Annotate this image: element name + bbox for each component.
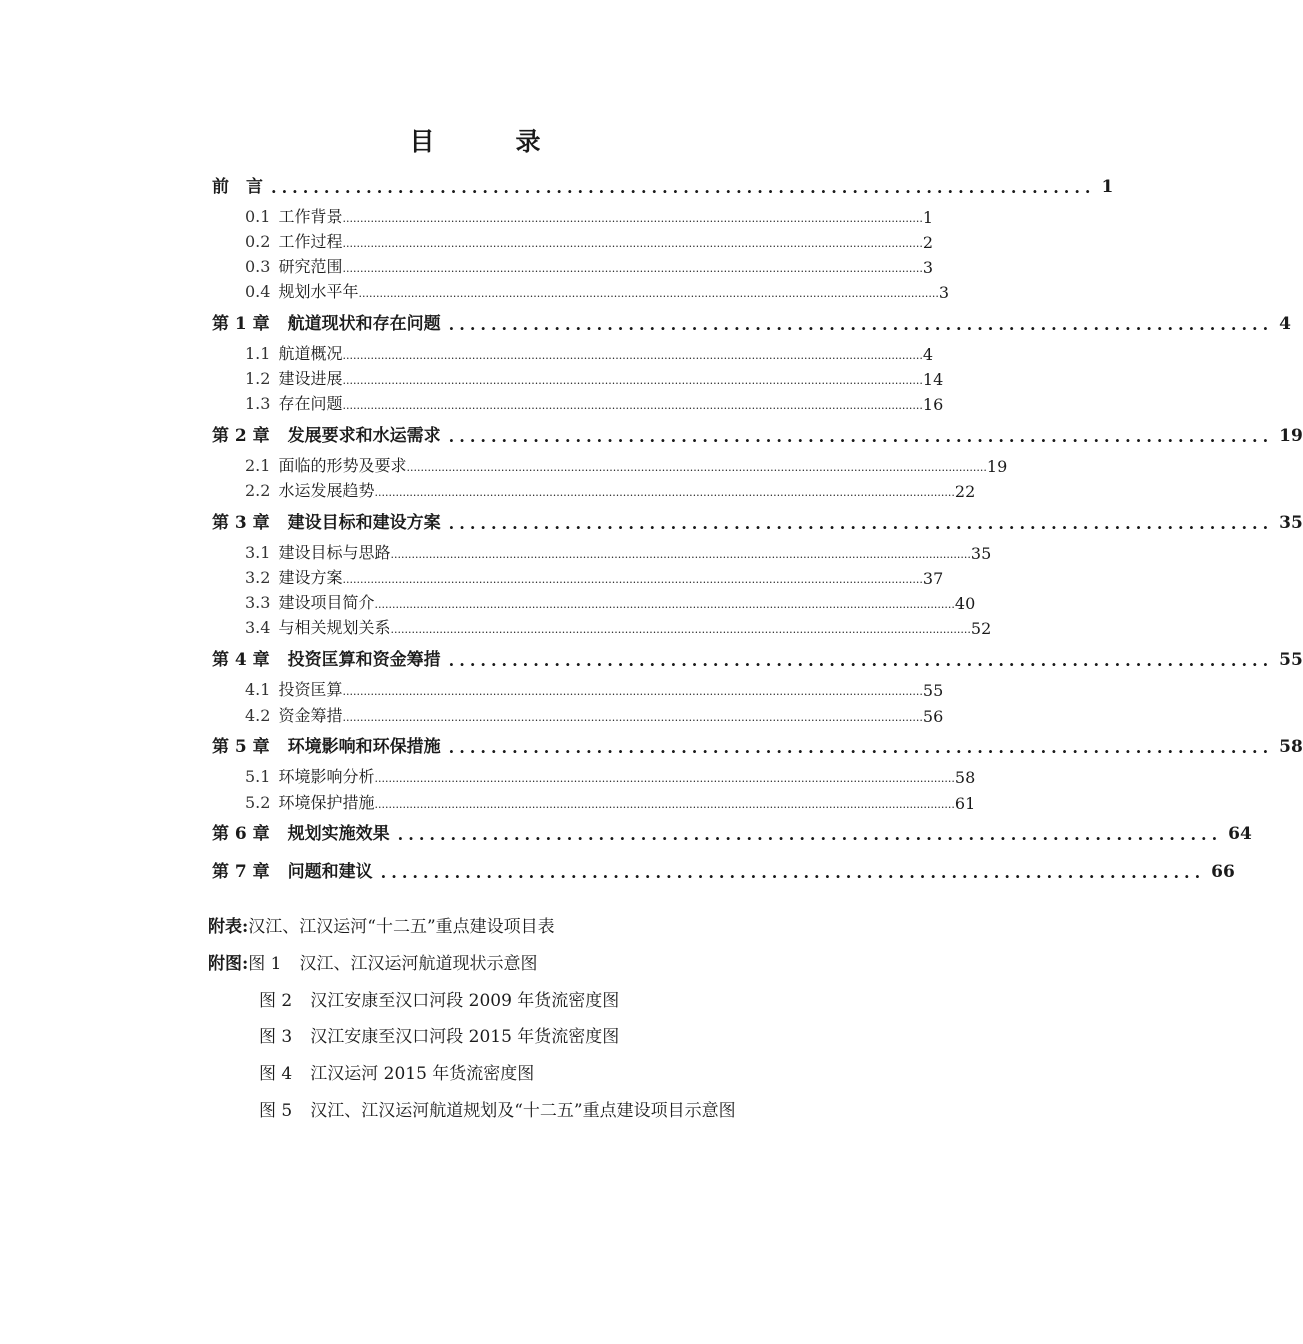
toc-entry-section[interactable] (245, 365, 944, 389)
toc-leader-dots: ...................................................................................................................................................................... (342, 573, 923, 586)
toc-entry-section[interactable] (245, 203, 934, 227)
appendix-table-entry[interactable] (208, 912, 555, 937)
toc-section-number: 0.1 (245, 207, 271, 226)
toc-leader-dots: ...................................................................................................................................................................... (342, 349, 923, 362)
toc-entry-chapter-7[interactable] (212, 856, 1235, 882)
toc-entry-section[interactable] (245, 702, 944, 726)
toc-leader-dots: ...................................................................................................................................................................... (342, 237, 923, 250)
appendix-table-text: 汉江、江汉运河“十二五”重点建设项目表 (248, 917, 555, 937)
toc-section-name: 存在问题 (278, 394, 343, 413)
toc-section-number: 0.3 (245, 257, 271, 276)
toc-page-number: 58 (954, 768, 976, 787)
toc-chapter-name: 建设目标和建设方案 (287, 513, 441, 533)
toc-leader-dots: ...................................................................................................................................................................... (390, 548, 971, 561)
toc-section-number: 4.2 (245, 706, 271, 725)
toc-section-name: 面临的形势及要求 (278, 456, 407, 475)
toc-leader-dots: ...................................................................................................................................................................... (374, 486, 955, 499)
toc-section-number: 4.1 (245, 680, 271, 699)
toc-section-name: 建设方案 (278, 568, 343, 587)
figure-title: 汉江、江汉运河航道现状示意图 (299, 954, 538, 974)
toc-page-number: 1 (1101, 177, 1114, 197)
toc-page-number: 35 (970, 544, 992, 563)
toc-page-number: 14 (922, 370, 944, 389)
toc-page-number: 3 (922, 258, 934, 277)
toc-section-name: 工作背景 (278, 207, 343, 226)
figure-label: 图 3 (259, 1027, 293, 1047)
appendix-figure-entry[interactable] (208, 949, 538, 974)
toc-page-number: 35 (1279, 513, 1303, 533)
toc-leader-dots: ...................................................................................................................................................................... (374, 598, 955, 611)
toc-page-number: 16 (922, 395, 944, 414)
toc-entry-section[interactable] (245, 539, 992, 563)
toc-chapter-label: 第 6 章 (212, 824, 270, 844)
figure-label: 图 4 (259, 1064, 293, 1084)
toc-section-name: 规划水平年 (278, 282, 359, 301)
toc-section-number: 0.2 (245, 232, 271, 251)
toc-entry-section[interactable] (245, 228, 934, 252)
toc-section-number: 1.2 (245, 369, 271, 388)
toc-page-number: 40 (954, 594, 976, 613)
toc-page-number: 22 (954, 482, 976, 501)
toc-section-name: 水运发展趋势 (278, 481, 375, 500)
toc-chapter-name: 问题和建议 (287, 862, 373, 882)
toc-section-name: 研究范围 (278, 257, 343, 276)
toc-chapter-label: 第 1 章 (212, 314, 270, 334)
toc-page-number: 4 (1279, 314, 1291, 334)
toc-entry-section[interactable] (245, 763, 976, 787)
toc-page-number: 37 (922, 569, 944, 588)
figure-title: 江汉运河 2015 年货流密度图 (310, 1064, 535, 1084)
toc-section-name: 资金筹措 (278, 706, 343, 725)
toc-leader-dots: .............................................................................. (397, 825, 1223, 844)
toc-page-number: 52 (970, 619, 992, 638)
appendix-figure-entry[interactable] (259, 1096, 736, 1121)
toc-page-number: 1 (922, 208, 934, 227)
toc-chapter-label: 前 言 (212, 177, 263, 197)
toc-section-number: 5.2 (245, 793, 271, 812)
toc-page-number: 3 (938, 283, 950, 302)
toc-page-number: 19 (986, 457, 1008, 476)
appendix-figure-entry[interactable] (259, 1059, 534, 1084)
toc-section-name: 航道概况 (278, 344, 343, 363)
toc-chapter-label: 第 2 章 (212, 426, 270, 446)
toc-chapter-label: 第 7 章 (212, 862, 270, 882)
toc-section-number: 2.2 (245, 481, 271, 500)
toc-leader-dots: ...................................................................................................................................................................... (342, 262, 923, 275)
toc-chapter-name: 发展要求和水运需求 (287, 426, 441, 446)
toc-entry-section[interactable] (245, 789, 976, 813)
toc-chapter-name: 航道现状和存在问题 (287, 314, 441, 334)
toc-leader-dots: .............................................................................. (448, 651, 1274, 670)
toc-section-number: 1.3 (245, 394, 271, 413)
toc-section-number: 3.4 (245, 618, 271, 637)
toc-leader-dots: ...................................................................................................................................................................... (374, 798, 955, 811)
toc-leader-dots: ...................................................................................................................................................................... (406, 461, 987, 474)
toc-entry-section[interactable] (245, 564, 944, 588)
appendix-figure-entry[interactable] (259, 1022, 619, 1047)
toc-page-number: 58 (1279, 737, 1303, 757)
toc-leader-dots: ...................................................................................................................................................................... (342, 212, 923, 225)
toc-chapter-label: 第 3 章 (212, 513, 270, 533)
toc-page-number: 55 (1279, 650, 1303, 670)
toc-entry-section[interactable] (245, 676, 944, 700)
toc-entry-section[interactable] (245, 452, 1008, 476)
toc-section-name: 建设进展 (278, 369, 343, 388)
toc-section-name: 环境影响分析 (278, 767, 375, 786)
toc-entry-chapter-4[interactable] (212, 644, 1303, 670)
figure-title: 汉江安康至汉口河段 2015 年货流密度图 (310, 1027, 620, 1047)
toc-leader-dots: .............................................................................. (271, 178, 1096, 197)
figure-label: 图 1 (248, 954, 282, 974)
toc-page-number: 55 (922, 681, 944, 700)
toc-leader-dots: ...................................................................................................................................................................... (342, 374, 923, 387)
toc-page-number: 56 (922, 707, 944, 726)
toc-section-number: 3.3 (245, 593, 271, 612)
toc-entry-preface[interactable] (212, 171, 1114, 197)
toc-section-number: 3.2 (245, 568, 271, 587)
appendix-figure-entry[interactable] (259, 986, 619, 1011)
toc-entry-section[interactable] (245, 340, 934, 364)
toc-section-name: 投资匡算 (278, 680, 343, 699)
toc-entry-chapter-3[interactable] (212, 507, 1303, 533)
toc-page-number: 64 (1228, 824, 1252, 844)
toc-section-name: 建设项目简介 (278, 593, 375, 612)
toc-entry-chapter-2[interactable] (212, 420, 1303, 446)
toc-section-name: 与相关规划关系 (278, 618, 391, 637)
toc-section-name: 环境保护措施 (278, 793, 375, 812)
toc-section-name: 工作过程 (278, 232, 343, 251)
toc-entry-chapter-1[interactable] (212, 308, 1291, 334)
toc-leader-dots: ...................................................................................................................................................................... (342, 399, 923, 412)
toc-page-number: 66 (1211, 862, 1235, 882)
toc-chapter-label: 第 5 章 (212, 737, 270, 757)
toc-page-number: 19 (1279, 426, 1303, 446)
toc-entry-section[interactable] (245, 390, 944, 414)
toc-entry-section[interactable] (245, 253, 934, 277)
toc-page-number: 61 (954, 794, 976, 813)
figure-title: 汉江、江汉运河航道规划及“十二五”重点建设项目示意图 (310, 1101, 736, 1121)
toc-chapter-name: 规划实施效果 (287, 824, 390, 844)
toc-entry-section[interactable] (245, 614, 992, 638)
toc-page-number: 2 (922, 233, 934, 252)
appendix-table-tag: 附表: (208, 917, 249, 937)
toc-entry-section[interactable] (245, 477, 976, 501)
toc-entry-chapter-5[interactable] (212, 731, 1303, 757)
toc-page-number: 4 (922, 345, 934, 364)
page-title: 目 录 (409, 127, 569, 156)
toc-section-number: 1.1 (245, 344, 271, 363)
toc-leader-dots: ...................................................................................................................................................................... (390, 623, 971, 636)
toc-leader-dots: .............................................................................. (448, 427, 1274, 446)
toc-chapter-name: 环境影响和环保措施 (287, 737, 441, 757)
figure-title: 汉江安康至汉口河段 2009 年货流密度图 (310, 991, 620, 1011)
toc-leader-dots: .............................................................................. (448, 514, 1274, 533)
toc-entry-chapter-6[interactable] (212, 818, 1252, 844)
toc-leader-dots: .............................................................................. (380, 863, 1206, 882)
toc-section-number: 3.1 (245, 543, 271, 562)
toc-entry-section[interactable] (245, 589, 976, 613)
toc-leader-dots: ...................................................................................................................................................................... (342, 711, 923, 724)
figure-label: 图 5 (259, 1101, 293, 1121)
toc-section-number: 0.4 (245, 282, 271, 301)
toc-section-name: 建设目标与思路 (278, 543, 391, 562)
toc-leader-dots: .............................................................................. (448, 738, 1274, 757)
toc-chapter-label: 第 4 章 (212, 650, 270, 670)
toc-section-number: 5.1 (245, 767, 271, 786)
toc-leader-dots: ...................................................................................................................................................................... (358, 287, 939, 300)
toc-section-number: 2.1 (245, 456, 271, 475)
toc-leader-dots: ...................................................................................................................................................................... (342, 685, 923, 698)
toc-leader-dots: .............................................................................. (448, 315, 1274, 334)
figure-label: 图 2 (259, 991, 293, 1011)
toc-entry-section[interactable] (245, 278, 950, 302)
toc-leader-dots: ...................................................................................................................................................................... (374, 772, 955, 785)
toc-chapter-name: 投资匡算和资金筹措 (287, 650, 441, 670)
appendix-figure-tag: 附图: (208, 954, 249, 974)
